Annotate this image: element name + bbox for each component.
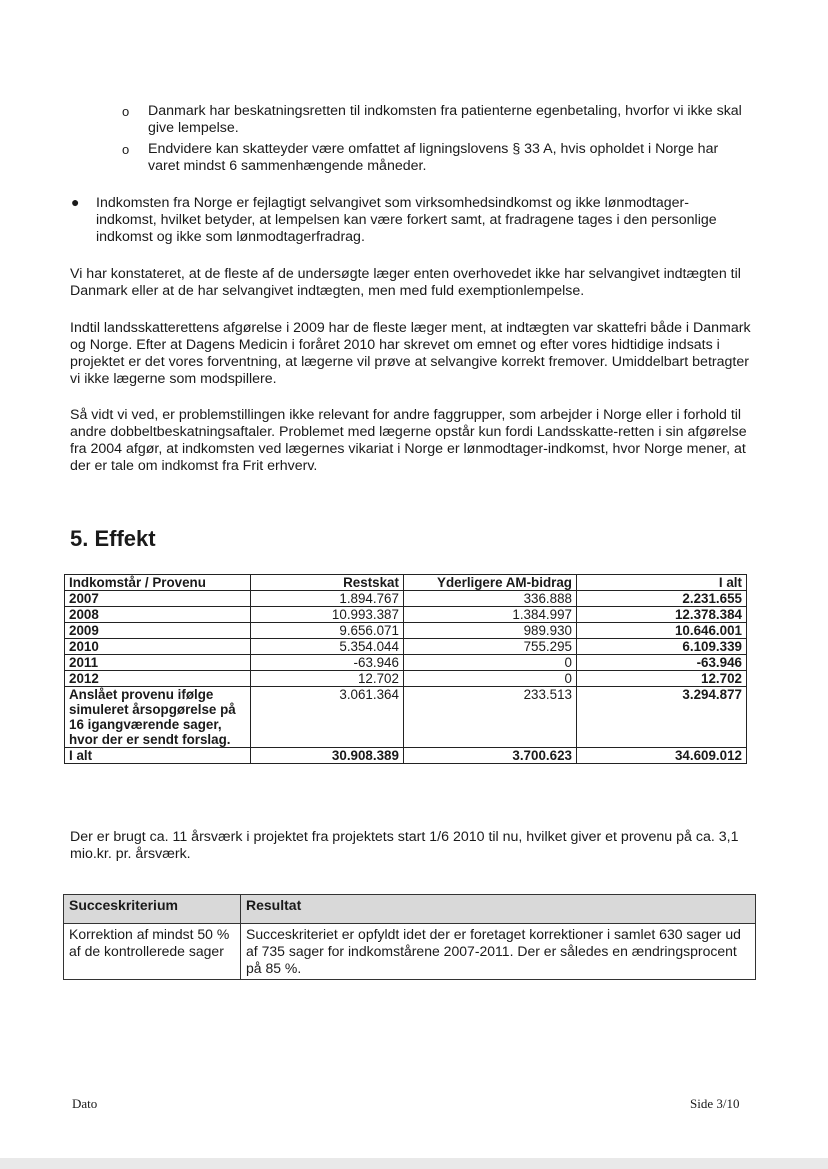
year-cell: 2012	[65, 671, 251, 687]
year-cell: 2007	[65, 591, 251, 607]
total-cell: 30.908.389	[251, 748, 404, 764]
total-cell: -63.946	[576, 655, 746, 671]
bullet-text: Indkomsten fra Norge er fejlagtigt selvangivet som virksomhedsindkomst og ikke lønmodtager-indkomst, hvilket betyder, at lempelsen kan være forkert samt, at fradragene tages i den personlige indkomst og ikke som lønmodtagerfradrag.	[96, 195, 717, 245]
value-cell: 10.993.387	[251, 607, 404, 623]
revenue-table	[64, 574, 747, 764]
value-cell: -63.946	[251, 655, 404, 671]
value-cell: 755.295	[403, 639, 576, 655]
year-cell: 2011	[65, 655, 251, 671]
column-header: Succeskriterium	[64, 895, 241, 924]
value-cell: 1.384.997	[403, 607, 576, 623]
value-cell: 0	[403, 671, 576, 687]
value-cell: 12.702	[251, 671, 404, 687]
total-label-cell: I alt	[65, 748, 251, 764]
year-cell: 2008	[65, 607, 251, 623]
year-cell: 2009	[65, 623, 251, 639]
sub-bullet-text: Danmark har beskatningsretten til indkomsten fra patienterne egenbetaling, hvorfor vi ikke skal give lempelse.	[148, 103, 742, 136]
total-cell: 6.109.339	[576, 639, 746, 655]
table-total-row	[65, 748, 747, 764]
page-number: Side 3/10	[690, 1096, 740, 1111]
paragraph: Så vidt vi ved, er problemstillingen ikke relevant for andre faggrupper, som arbejder i Norge eller i forhold til andre dobbeltbeskatningsaftaler. Problemet med lægerne opstår kun fordi Landsskatte-retten i sin afgørelse fra 2004 afgør, at indkomsten ved lægernes vikariat i Norge er lønmodtager-indkomst, hvor Norge mener, at der er tale om indkomst fra Frit erhverv.	[70, 407, 747, 474]
paragraph: Der er brugt ca. 11 årsværk i projektet fra projektets start 1/6 2010 til nu, hvilket giver et provenu på ca. 3,1 mio.kr. pr. årsværk.	[70, 829, 739, 862]
bullet-item	[71, 194, 748, 246]
sub-bullet	[122, 141, 748, 175]
column-header: Restskat	[251, 575, 404, 591]
estimate-label-cell: Anslået provenu ifølge simuleret årsopgørelse på 16 igangværende sager, hvor der er sendt forslag.	[65, 687, 251, 748]
result-cell: Succeskriteriet er opfyldt idet der er foretaget korrektioner i samlet 630 sager ud af 735 sager for indkomstårene 2007-2011. Der er således en ændringsprocent på 85 %.	[241, 924, 756, 980]
column-header: Resultat	[241, 895, 756, 924]
column-header: I alt	[576, 575, 746, 591]
paragraph: Indtil landsskatterettens afgørelse i 2009 har de fleste læger ment, at indtægten var skattefri både i Danmark og Norge. Efter at Dagens Medicin i foråret 2010 har skrevet om emnet og efter vores hidtidige indsats i projektet er det vores forventning, at lægerne vil prøve at selvangive korrekt fremover. Umiddelbart betragter vi ikke lægerne som modspillere.	[70, 320, 751, 387]
table-row	[65, 687, 747, 748]
section-title: 5. Effekt	[70, 526, 156, 551]
year-cell: 2010	[65, 639, 251, 655]
total-cell: 2.231.655	[576, 591, 746, 607]
sub-bullet	[122, 103, 748, 137]
total-cell: 34.609.012	[576, 748, 746, 764]
value-cell: 989.930	[403, 623, 576, 639]
table-row	[65, 607, 747, 623]
value-cell: 5.354.044	[251, 639, 404, 655]
dot-bullet-icon: ●	[71, 194, 80, 210]
table-row	[65, 623, 747, 639]
table-row	[65, 671, 747, 687]
total-cell: 12.378.384	[576, 607, 746, 623]
table-row	[65, 655, 747, 671]
value-cell: 336.888	[403, 591, 576, 607]
table-row	[64, 924, 756, 980]
total-cell: 10.646.001	[576, 623, 746, 639]
total-cell: 3.700.623	[403, 748, 576, 764]
sub-bullet-text: Endvidere kan skatteyder være omfattet af ligningslovens § 33 A, hvis opholdet i Norge har varet mindst 6 sammenhængende måneder.	[148, 141, 719, 174]
table-header-row	[65, 575, 747, 591]
total-cell: 3.294.877	[576, 687, 746, 748]
paragraph: Vi har konstateret, at de fleste af de undersøgte læger enten overhovedet ikke har selvangivet indtægten til Danmark eller at de har selvangivet indtægten, men med fuld exemptionlempelse.	[70, 266, 741, 299]
success-criteria-table	[63, 894, 756, 980]
column-header: Yderligere AM-bidrag	[403, 575, 576, 591]
table-row	[65, 591, 747, 607]
value-cell: 9.656.071	[251, 623, 404, 639]
value-cell: 1.894.767	[251, 591, 404, 607]
criterion-cell: Korrektion af mindst 50 % af de kontrollerede sager	[64, 924, 241, 980]
value-cell: 0	[403, 655, 576, 671]
column-header: Indkomstår / Provenu	[65, 575, 251, 591]
page-bottom-edge	[0, 1158, 828, 1169]
value-cell: 3.061.364	[251, 687, 404, 748]
footer-date: Dato	[72, 1096, 98, 1111]
table-header-row	[64, 895, 756, 924]
circle-bullet-icon: o	[122, 142, 130, 157]
table-row	[65, 639, 747, 655]
value-cell: 233.513	[403, 687, 576, 748]
total-cell: 12.702	[576, 671, 746, 687]
circle-bullet-icon: o	[122, 104, 130, 119]
